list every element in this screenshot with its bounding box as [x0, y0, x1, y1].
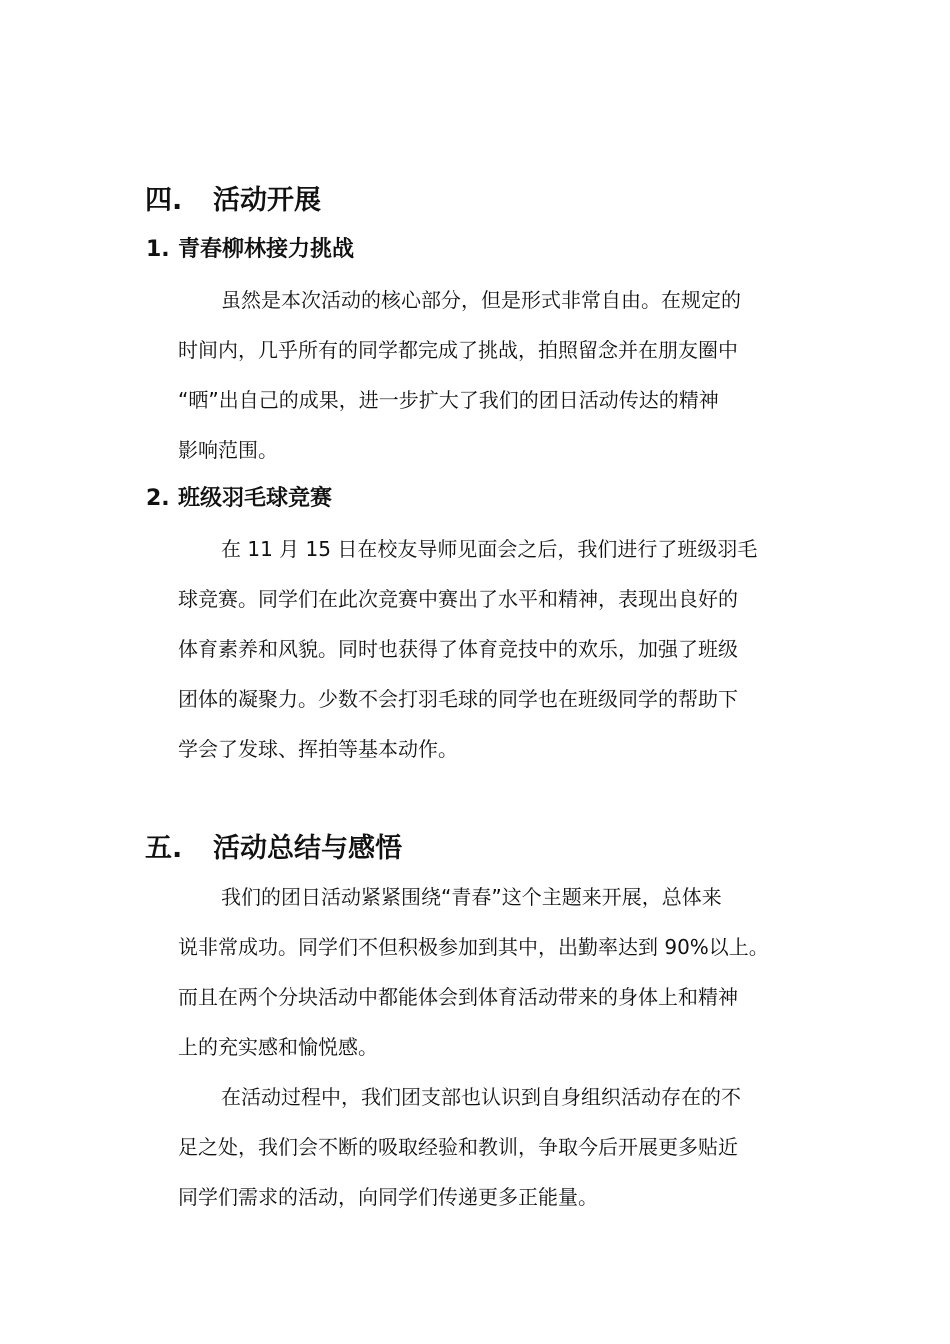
- paragraph-line: 足之处，我们会不断的吸取经验和教训，争取今后开展更多贴近: [178, 1135, 738, 1159]
- paragraph-line: 说非常成功。同学们不但积极参加到其中，出勤率达到 90%以上。: [178, 935, 769, 959]
- subsection-2-heading: [146, 484, 332, 514]
- paragraph-line: 虽然是本次活动的核心部分，但是形式非常自由。在规定的: [221, 288, 741, 312]
- section-5-heading: [145, 831, 402, 867]
- paragraph-line: 团体的凝聚力。少数不会打羽毛球的同学也在班级同学的帮助下: [178, 687, 738, 711]
- subsection-2-title: 班级羽毛球竞赛: [178, 486, 333, 511]
- section-5-number: 五.: [145, 833, 183, 864]
- subsection-2-number: 2.: [146, 486, 170, 511]
- section-4-heading: [145, 183, 321, 219]
- subsection-2-paragraph: [178, 524, 838, 774]
- subsection-1-heading: [146, 235, 354, 265]
- paragraph-line: 在活动过程中，我们团支部也认识到自身组织活动存在的不: [221, 1085, 741, 1109]
- section-4-title: 活动开展: [213, 185, 321, 216]
- section-5-paragraph-2: [178, 1072, 838, 1222]
- paragraph-line: 同学们需求的活动，向同学们传递更多正能量。: [178, 1185, 598, 1209]
- subsection-1-title: 青春柳林接力挑战: [178, 237, 355, 262]
- paragraph-line: 时间内，几乎所有的同学都完成了挑战，拍照留念并在朋友圈中: [178, 338, 738, 362]
- paragraph-line: 影响范围。: [178, 438, 278, 462]
- paragraph-line: 学会了发球、挥拍等基本动作。: [178, 737, 458, 761]
- paragraph-line: 我们的团日活动紧紧围绕“青春”这个主题来开展，总体来: [221, 885, 722, 909]
- paragraph-line: 上的充实感和愉悦感。: [178, 1035, 378, 1059]
- paragraph-line: 体育素养和风貌。同时也获得了体育竞技中的欢乐，加强了班级: [178, 637, 738, 661]
- section-4-number: 四.: [145, 185, 183, 216]
- paragraph-line: 在 11 月 15 日在校友导师见面会之后，我们进行了班级羽毛: [221, 537, 758, 561]
- paragraph-line: 而且在两个分块活动中都能体会到体育活动带来的身体上和精神: [178, 985, 738, 1009]
- subsection-1-paragraph: [178, 275, 838, 475]
- section-5-title: 活动总结与感悟: [213, 833, 402, 864]
- section-5-paragraph-1: [178, 872, 838, 1072]
- paragraph-line: “晒”出自己的成果，进一步扩大了我们的团日活动传达的精神: [178, 388, 719, 412]
- paragraph-line: 球竞赛。同学们在此次竞赛中赛出了水平和精神，表现出良好的: [178, 587, 738, 611]
- subsection-1-number: 1.: [146, 237, 170, 262]
